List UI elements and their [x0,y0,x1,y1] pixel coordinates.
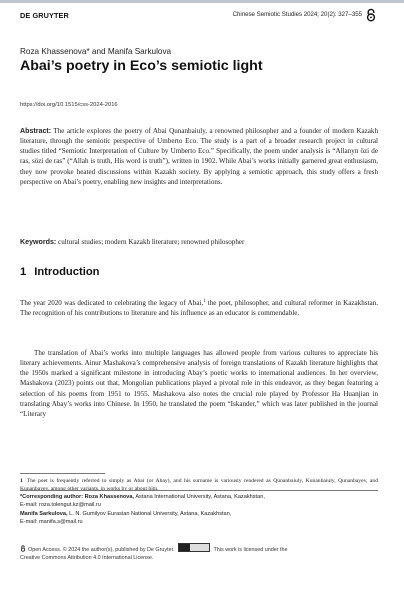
footnote [20,477,378,494]
cc-by-badge-icon[interactable] [178,543,210,552]
keywords-label: Keywords: [20,238,57,246]
cc-logo-icon [179,544,190,551]
section-title: Introduction [34,266,100,278]
article-authors: Roza Khassenova* and Manifa Sarkulova [20,47,172,56]
second-author-affiliation: L. N. Gumilyov Eurasian National University, Astana, Kazakhstan, [67,510,232,517]
article-doi-link[interactable]: https://doi.org/10.1515/css-2024-2016 [20,102,118,108]
intro-paragraph-1 [20,297,378,318]
license-link[interactable]: Creative Commons Attribution 4.0 International License. [20,555,154,562]
section-heading [20,266,99,278]
publisher-logo: DE GRUYTER [20,11,69,20]
keywords [20,238,380,246]
intro-paragraph-2: The translation of Abai’s works into multiple languages has allowed people from various cultures to appreciate his literary achievements. Ainur Mashakova’s comprehensive analysis of foreign translations of Kazakh literature highlights that the 1950s marked a significant milestone in introducing Abay’s poetic works to international audiences. In her overview, Mashakova (2023) points out that, Mongolian publications played a pivotal role in this endeavor, as they began featuring a selection of his poems from 1951 to 1955. Mashakova also notes the crucial role played by Professor Ha Huanjian in translating Abay’s works into Chinese. In 1950, he translated the poem “Iskander,” which was later published in the journal “Literary [20,349,378,418]
corresponding-author-email[interactable]: E-mail: roza.tolengut.kz@mail.ru [20,502,101,509]
intro-p1-text-b: the poet, philosopher, and cultural reformer in Kazakhstan. The recognition of his contributions to literature and his influence as an educator is commendable. [20,299,378,318]
open-access-small-icon [20,545,26,552]
keywords-text: cultural studies; modern Kazakh literature; renowned philosopher [58,238,245,246]
article-title: Abai’s poetry in Eco’s semiotic light [20,58,263,74]
footnote-divider [20,473,105,474]
top-rule [0,0,404,3]
second-author-email[interactable]: E-mail: manifa.s@mail.ru [20,519,83,526]
correspondence-line-3 [20,510,380,518]
journal-citation: Chinese Semiotic Studies 2024; 20(2): 327–355 [232,11,362,18]
license-copyright: Open Access. © 2024 the author(s), published by De Gruyter. [28,547,175,553]
abstract-text: The article explores the poetry of Abai Qunanbaiuly, a renowned philosopher and a founder of modern Kazakh literature, through the semiotic perspective of Umberto Eco. The study is a part of a broader research project in cultural studies titled “Semiotic Interpretation of Culture by Umberto Eco.” Specifically, the poem under analysis is “Allanyn özi de ras, sözi de ras” (“Allah is truth, His word is truth”), written in 1902. While Abai’s works initially garnered great enthusiasm, they now provoke heated discussions within Kazakh society. By applying a semiotic approach, this study offers a fresh perspective on Abai’s poetry, enabling new insights and interpretations. [20,127,378,186]
open-access-icon [364,8,378,22]
corresponding-author-label: *Corresponding author: Roza Khassenova, [20,494,135,500]
section-number: 1 [20,266,27,278]
abstract [20,126,378,187]
second-author-label: Manifa Sarkulova, [20,510,68,517]
correspondence-divider [20,490,378,491]
abstract-label: Abstract: [20,127,52,135]
correspondence-block [20,493,380,527]
correspondence-line-1 [20,493,380,501]
corresponding-author-affiliation: Astana International University, Astana, Kazakhstan, [134,494,265,500]
license-notice [20,543,380,562]
license-line-1 [20,543,380,554]
footnote-number: 1 [20,478,23,484]
footnote-text: The poet is frequently referred to simply as Abai (or Abay), and his surname is variously rendered as Qunanbaiuly, Kunanbaiuly, Qunanbayev, and Kunanbayev, among other variants, in works by or about him. [20,478,378,493]
license-statement: This work is licensed under the [213,547,288,553]
intro-p1-text-a: The year 2020 was dedicated to celebrating the legacy of Abai, [20,299,204,307]
footnote-reference[interactable]: 1 [203,299,206,304]
